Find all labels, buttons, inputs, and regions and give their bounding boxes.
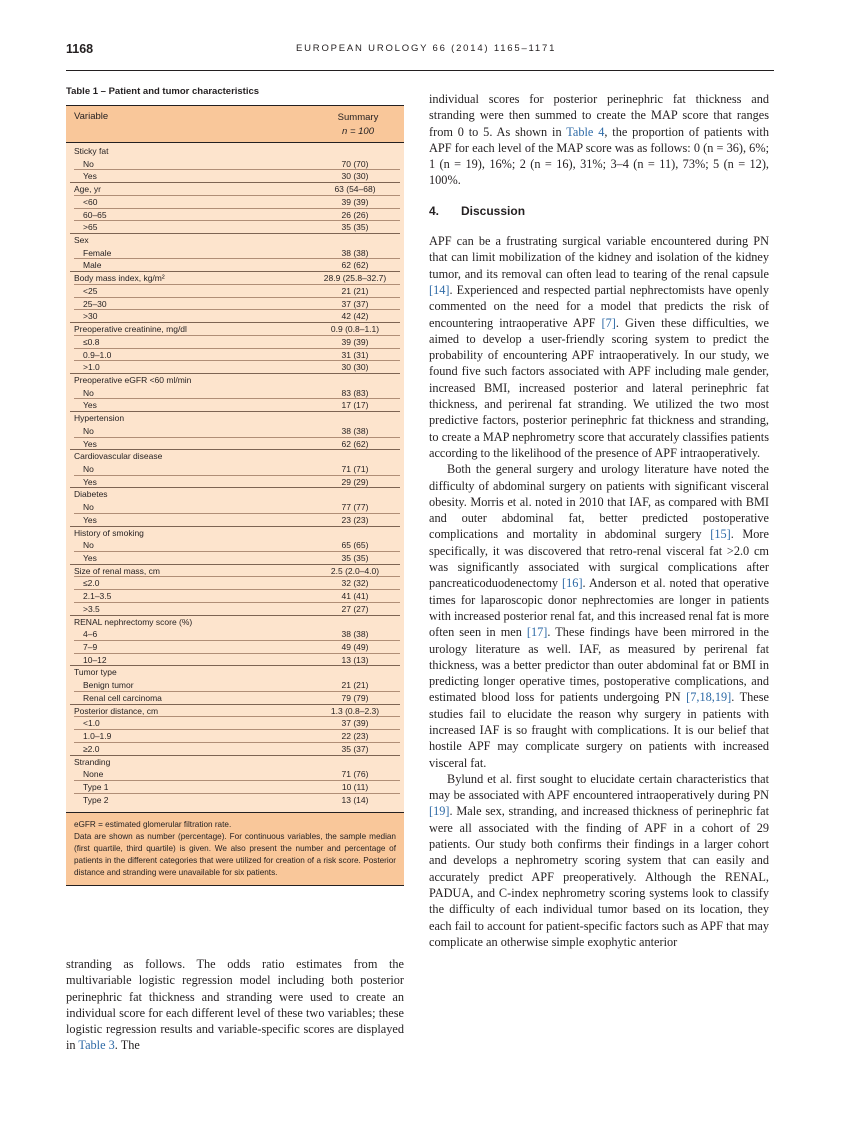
table-row — [66, 590, 404, 603]
category-label: <25 — [83, 285, 98, 296]
table-1 — [66, 86, 404, 886]
text-run: Bylund et al. first sought to elucidate certain characteristics that may be associated with APF encountered intraoperatively during PN — [429, 771, 769, 803]
table-row — [66, 717, 404, 730]
category-label: No — [83, 158, 94, 169]
table-row — [66, 272, 404, 285]
variable-label: Size of renal mass, cm — [74, 565, 160, 576]
summary-value: 63 (54–68) — [334, 184, 376, 195]
table-row — [66, 412, 404, 425]
summary-value: 30 (30) — [341, 171, 369, 182]
paragraph — [66, 956, 404, 1054]
variable-label: Diabetes — [74, 489, 108, 500]
summary-value: 2.5 (2.0–4.0) — [330, 565, 380, 576]
table-row — [66, 247, 404, 260]
citation-link[interactable]: [7,18,19] — [686, 690, 732, 705]
category-label: No — [83, 425, 94, 436]
category-label: ≥2.0 — [83, 743, 100, 754]
table-row — [66, 692, 404, 705]
summary-value: 31 (31) — [341, 349, 369, 360]
summary-value: 42 (42) — [341, 311, 369, 322]
paragraph — [429, 91, 769, 189]
category-label: ≤0.8 — [83, 336, 100, 347]
footnote-abbreviation: eGFR = estimated glomerular filtration rate. — [74, 820, 232, 830]
summary-value: 26 (26) — [341, 209, 369, 220]
summary-value: 35 (35) — [341, 553, 369, 563]
table-row — [66, 527, 404, 540]
paragraph — [429, 461, 769, 771]
variable-label: Body mass index, kg/m² — [74, 273, 165, 284]
table-row — [66, 539, 404, 552]
column-header-variable: Variable — [74, 111, 109, 122]
variable-label: Cardiovascular disease — [74, 451, 163, 462]
text-run: APF can be a frustrating surgical variable encountered during PN that can limit mobilization of the kidney and isolation of the kidney tumor, and its removal can often lead to tearing of the renal capsule — [429, 234, 769, 281]
running-head: EUROPEAN UROLOGY 66 (2014) 1165–1171 — [296, 43, 557, 54]
table-row — [66, 603, 404, 616]
summary-value: 37 (37) — [341, 298, 369, 309]
section-heading — [429, 203, 769, 219]
category-label: Male — [83, 260, 102, 271]
table-header — [66, 105, 404, 143]
table-row — [66, 743, 404, 756]
text-run: . Experienced and respected partial nephrectomists have openly commented on the need for a model that predicts the risk of encountering intraoperative APF — [429, 282, 769, 330]
text-run: . Given these difficulties, we aimed to develop a user-friendly scoring system to predict the probability of encountering APF intraoperatively. In our study, we found five such factors associated with APF including male gender, increased BMI, increased posterior and lateral perinephric fat thickness, and perirenal fat stranding. We utilized the two most predictive factors, posterior perinephric fat thickness and stranding, to create a MAP nephrometry score that accurately classifies patients according to the likelihood of the presence of APF intraoperatively. — [429, 315, 769, 460]
category-label: 2.1–3.5 — [83, 591, 112, 602]
table-row — [66, 501, 404, 514]
table-row — [66, 349, 404, 362]
paragraph — [429, 771, 769, 950]
variable-label: History of smoking — [74, 527, 144, 538]
category-label: ≤2.0 — [83, 578, 100, 589]
header-rule — [66, 70, 774, 71]
summary-value: 30 (30) — [341, 362, 369, 373]
variable-label: Sticky fat — [74, 146, 109, 156]
category-label: 1.0–1.9 — [83, 731, 112, 742]
variable-label: Stranding — [74, 756, 111, 767]
category-label: Yes — [83, 514, 97, 525]
table-row — [66, 488, 404, 501]
page-number: 1168 — [66, 42, 94, 56]
right-column-text — [429, 91, 769, 950]
summary-value: 28.9 (25.8–32.7) — [323, 273, 387, 284]
summary-value: 39 (39) — [341, 336, 369, 347]
table-frame — [66, 105, 404, 886]
table-row — [66, 285, 404, 298]
table-row — [66, 641, 404, 654]
category-label: 4–6 — [83, 629, 98, 640]
category-label: Yes — [83, 400, 97, 411]
table-row — [66, 387, 404, 400]
category-label: Yes — [83, 476, 97, 487]
category-label: No — [83, 540, 94, 551]
table-row — [66, 514, 404, 527]
table-row — [66, 170, 404, 183]
summary-value: 21 (21) — [341, 285, 369, 296]
summary-value: 62 (62) — [341, 260, 369, 271]
section-title: Discussion — [461, 203, 526, 218]
text-run: . More specifically, it was discovered that retro-renal visceral fat >2.0 cm was significantly associated with surgical complications after pancreaticoduodenectomy — [429, 527, 769, 591]
paragraph — [429, 233, 769, 461]
summary-value: 35 (37) — [341, 743, 369, 754]
category-label: Renal cell carcinoma — [83, 692, 162, 703]
table-row — [66, 298, 404, 311]
citation-link[interactable]: [7] — [601, 315, 616, 330]
table-4-link[interactable]: Table 4 — [566, 124, 605, 139]
summary-value: 83 (83) — [341, 387, 369, 398]
text-run: Both the general surgery and urology literature have noted the difficulty of abdominal surgery on patients with significant visceral obesity. Morris et al. noted in 2010 that IAF, as compared with BMI and outer abdominal fat, better predicted postoperative complications and mortality in abdominal surgery — [429, 462, 769, 542]
citation-link[interactable]: [17] — [526, 625, 548, 640]
summary-value: 21 (21) — [341, 680, 369, 691]
variable-label: Hypertension — [74, 413, 125, 424]
summary-value: 10 (11) — [341, 781, 369, 792]
variable-label: Tumor type — [74, 667, 117, 678]
category-label: Type 2 — [83, 794, 109, 805]
citation-link[interactable]: [14] — [429, 282, 450, 297]
table-row — [66, 450, 404, 463]
category-label: Type 1 — [83, 781, 109, 792]
category-label: >65 — [83, 222, 98, 233]
summary-value: 13 (13) — [341, 654, 369, 665]
variable-label: RENAL nephrectomy score (%) — [74, 616, 193, 627]
table-row — [66, 565, 404, 578]
citation-link[interactable]: [16] — [562, 576, 583, 591]
table-row — [66, 654, 404, 667]
summary-label: Summary — [337, 112, 379, 123]
table-row — [66, 616, 404, 629]
summary-value: 37 (39) — [341, 718, 369, 729]
category-label: Yes — [83, 438, 97, 449]
summary-value: 0.9 (0.8–1.1) — [330, 324, 380, 335]
table-row — [66, 577, 404, 590]
summary-value: 32 (32) — [341, 578, 369, 589]
category-label: Yes — [83, 171, 97, 182]
table-row — [66, 794, 404, 807]
variable-label: Preoperative creatinine, mg/dl — [74, 324, 187, 335]
category-label: 25–30 — [83, 298, 107, 309]
table-row — [66, 209, 404, 222]
summary-value: 62 (62) — [341, 438, 369, 449]
table-row — [66, 463, 404, 476]
text-run: , the proportion of patients with APF for each level of the MAP score was as follows: 0 (n = 36), 6%; 1 (n = 19), 16%; 2 (n = 16), 31%; 3–4 (n = 11), 73%; 5 (n = 12), 100%. — [429, 124, 769, 188]
section-number: 4. — [429, 203, 440, 218]
table-row — [66, 628, 404, 641]
category-label: No — [83, 502, 94, 513]
category-label: 10–12 — [83, 654, 107, 665]
table-row — [66, 705, 404, 718]
summary-value: 38 (38) — [341, 247, 369, 258]
summary-value: 38 (38) — [341, 629, 369, 640]
summary-value: 71 (71) — [341, 463, 369, 474]
table-title: Table 1 – Patient and tumor characteristics — [66, 86, 260, 97]
summary-value: 1.3 (0.8–2.3) — [330, 705, 380, 716]
text-run: individual scores for posterior perinephric fat thickness and stranding were then summed to create the MAP score that ranges from 0 to 5. As shown in — [429, 92, 769, 139]
column-header-summary — [318, 111, 398, 139]
table-row — [66, 781, 404, 794]
table-row — [66, 221, 404, 234]
summary-value: 17 (17) — [341, 400, 369, 411]
summary-value: 79 (79) — [341, 692, 369, 703]
text-run: stranding as follows. The odds ratio estimates from the multivariable logistic regression model including both posterior perinephric fat thickness and stranding were used to create an individual score for each different level of these two variables; these logistic regression results and variable-specific scores are displayed in — [66, 957, 404, 1053]
category-label: No — [83, 463, 94, 474]
category-label: Benign tumor — [83, 680, 134, 691]
category-label: Female — [83, 247, 112, 258]
text-run: . Anderson et al. noted that operative times for laparoscopic donor nephrectomies are longer in patients with increased posterior renal fat, and this increased renal fat is more often seen in men — [429, 576, 769, 640]
table-row — [66, 730, 404, 743]
text-run: . These findings have been mirrored in the urology literature as well. IAF, as measured by perirenal fat thickness, was a better predictor than outer abdominal fat or BMI in predicting longer operative times, postoperative complications, and estimated blood loss for patients undergoing PN — [429, 625, 769, 705]
table-row — [66, 552, 404, 565]
summary-value: 29 (29) — [341, 476, 369, 487]
table-row — [66, 145, 404, 158]
text-run: . The — [114, 1038, 140, 1053]
table-row — [66, 425, 404, 438]
category-label: 7–9 — [83, 642, 98, 653]
table-row — [66, 259, 404, 272]
category-label: <60 — [83, 196, 98, 207]
category-label: <1.0 — [83, 718, 100, 729]
table-row — [66, 476, 404, 489]
summary-value: 13 (14) — [341, 794, 369, 805]
summary-value: 65 (65) — [341, 540, 369, 551]
summary-value: 38 (38) — [341, 425, 369, 436]
variable-label: Age, yr — [74, 184, 101, 195]
summary-value: 35 (35) — [341, 222, 369, 233]
table-row — [66, 158, 404, 171]
page-header — [66, 42, 774, 60]
summary-value: 77 (77) — [341, 502, 369, 513]
table-row — [66, 666, 404, 679]
table-3-link[interactable]: Table 3 — [78, 1038, 115, 1053]
variable-label: Sex — [74, 235, 89, 246]
category-label: 60–65 — [83, 209, 107, 220]
summary-value: 23 (23) — [341, 514, 369, 525]
summary-value: 22 (23) — [341, 731, 369, 742]
summary-value: 71 (76) — [341, 769, 369, 780]
table-row — [66, 310, 404, 323]
footnote-data-description: Data are shown as number (percentage). For continuous variables, the sample median (first quartile, third quartile) is given. We also present the number and percentage of patients in the different categories that were utilized for creation of a risk score. Posterior distance and stranding were unavailable for six patients. — [74, 832, 396, 878]
table-row — [66, 196, 404, 209]
summary-value: 27 (27) — [341, 603, 369, 614]
table-footnotes — [66, 812, 404, 886]
table-row — [66, 374, 404, 387]
table-row — [66, 323, 404, 336]
variable-label: Preoperative eGFR <60 ml/min — [74, 374, 192, 385]
table-row — [66, 768, 404, 781]
table-row — [66, 438, 404, 451]
summary-value: 70 (70) — [341, 158, 369, 169]
category-label: >1.0 — [83, 362, 100, 373]
category-label: None — [83, 769, 104, 780]
table-row — [66, 361, 404, 374]
citation-link[interactable]: [15] — [710, 527, 731, 542]
category-label: >30 — [83, 311, 98, 322]
category-label: No — [83, 387, 94, 398]
category-label: >3.5 — [83, 603, 100, 614]
left-column-text — [66, 956, 404, 1054]
table-row — [66, 679, 404, 692]
table-row — [66, 234, 404, 247]
table-body — [66, 143, 404, 812]
citation-link[interactable]: [19] — [429, 804, 450, 819]
summary-n: n = 100 — [342, 126, 374, 137]
text-run: . Male sex, stranding, and increased thickness of perinephric fat were all associated with the finding of APF in a cohort of 29 patients. Our study both confirms their findings in a larger cohort and develops a nephrometry scoring system that can easily and accurately predict APF preoperatively. Although the RENAL, PADUA, and C-index nephrometry scoring systems look to classify the difficulty of each individual tumor based on its location, they each fail to account for patient-specific factors such as APF that may complicate an otherwise simple exophytic anterior — [429, 804, 769, 949]
category-label: 0.9–1.0 — [83, 349, 112, 360]
table-row — [66, 336, 404, 349]
variable-label: Posterior distance, cm — [74, 705, 159, 716]
text-run: . These studies fail to elucidate the reason why surgery in patients with increased IAF is so fraught with complications. It is our belief that hostile APF may complicate surgery on patients with increased visceral fat. — [429, 690, 769, 770]
table-row — [66, 756, 404, 769]
table-row — [66, 183, 404, 196]
table-row — [66, 399, 404, 412]
summary-value: 41 (41) — [341, 591, 369, 602]
summary-value: 49 (49) — [341, 642, 369, 653]
summary-value: 39 (39) — [341, 196, 369, 207]
category-label: Yes — [83, 553, 97, 563]
